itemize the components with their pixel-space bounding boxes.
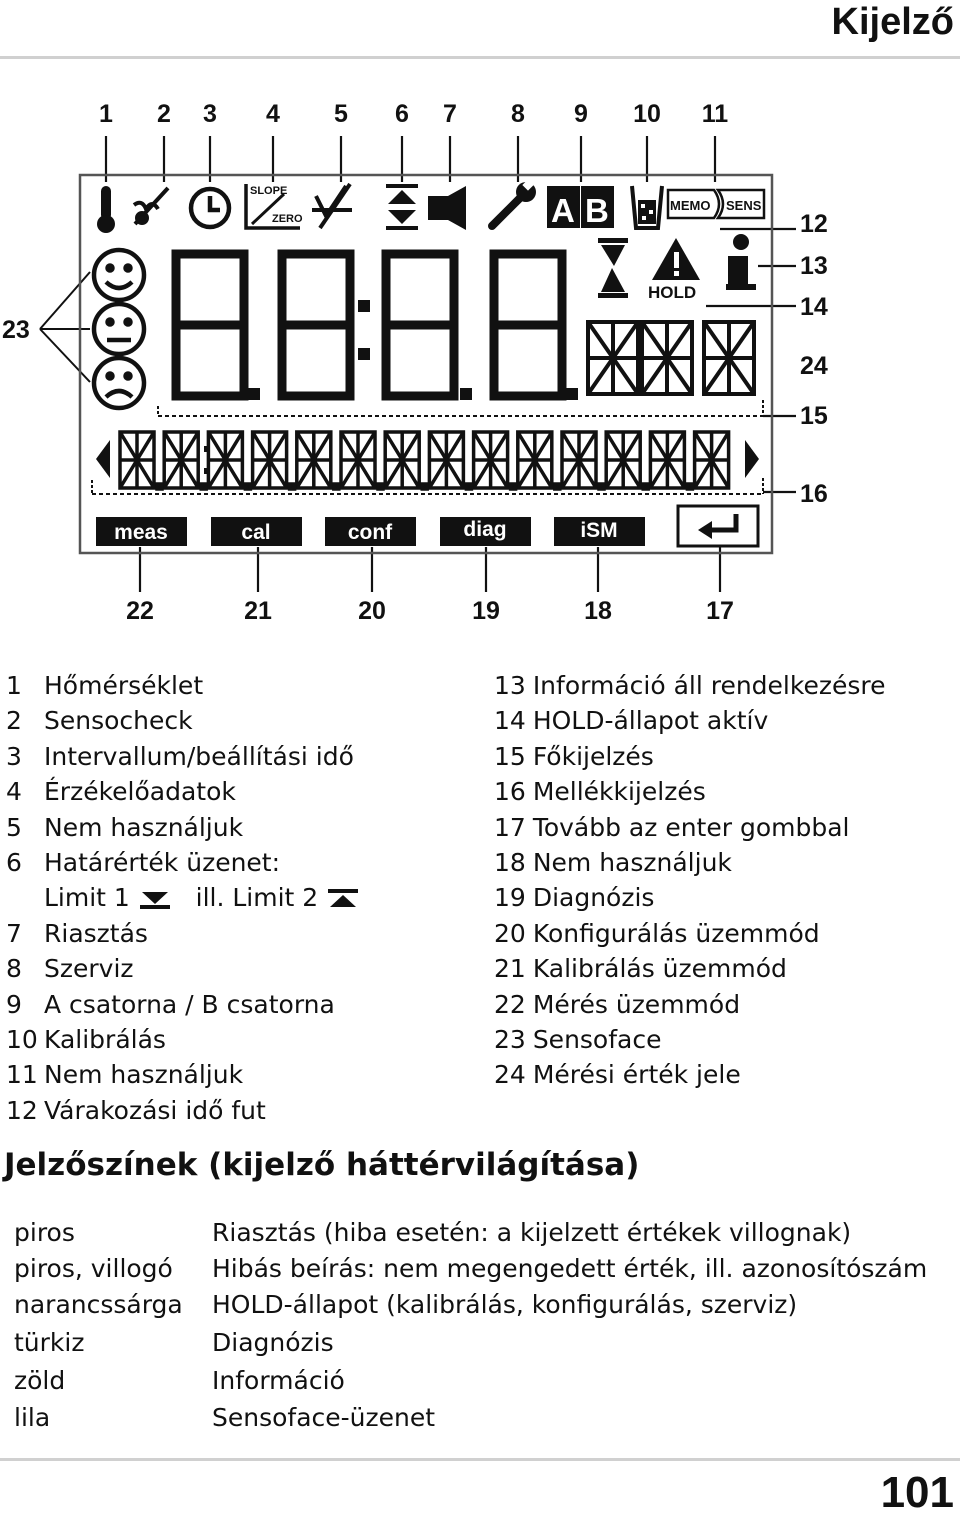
legend-text: Szerviz <box>44 954 134 984</box>
legend-number: 14 <box>494 706 526 736</box>
legend-text: Főkijelzés <box>532 741 654 771</box>
callout-20: 20 <box>358 597 386 625</box>
secondary-char-8 <box>429 432 463 488</box>
legend-number: 16 <box>494 777 526 807</box>
svg-text:conf: conf <box>347 521 393 544</box>
legend-number: 6 <box>6 847 22 877</box>
svg-text:HOLD: HOLD <box>648 283 697 302</box>
legend-number: 3 <box>6 741 22 771</box>
secondary-char-9 <box>474 432 508 488</box>
signal-color-row <box>0 1399 960 1436</box>
callout-23: 23 <box>2 316 30 344</box>
legend-item <box>494 668 886 703</box>
legend-item <box>494 916 886 951</box>
main-digits <box>176 254 562 396</box>
legend-item <box>494 845 886 880</box>
limit-1-icon <box>138 883 172 912</box>
legend-number: 19 <box>494 883 526 913</box>
sensocheck-icon <box>134 188 168 224</box>
legend-number: 18 <box>494 847 526 877</box>
ism-button <box>554 517 645 546</box>
legend-text: Várakozási idő fut <box>44 1095 266 1125</box>
left-leader-lines <box>40 272 90 382</box>
legend-number: 8 <box>6 954 22 984</box>
secondary-char-6 <box>341 432 375 488</box>
legend-item <box>6 916 360 951</box>
legend-text: Határérték üzenet: <box>44 847 281 877</box>
legend-item <box>6 1022 360 1057</box>
legend-number: 20 <box>494 918 526 948</box>
main-digit-4 <box>494 254 562 396</box>
legend-item <box>494 739 886 774</box>
legend-item <box>494 880 886 915</box>
legend-item <box>494 703 886 738</box>
callout-5: 5 <box>334 100 348 128</box>
secondary-char-12 <box>606 432 640 488</box>
svg-text:SENS: SENS <box>726 198 762 213</box>
legend-left-list <box>6 668 360 1128</box>
secondary-char-3 <box>208 432 242 488</box>
legend-number: 2 <box>6 706 22 736</box>
color-name: piros <box>14 1218 75 1247</box>
signal-color-row <box>0 1214 960 1251</box>
callout-24: 24 <box>800 352 828 380</box>
legend-text: Kalibrálás <box>44 1024 166 1054</box>
alarm-icon <box>428 186 466 230</box>
callout-13: 13 <box>800 252 828 280</box>
legend-text: Sensoface <box>532 1024 662 1054</box>
callout-11: 11 <box>701 100 729 128</box>
signal-color-row <box>0 1362 960 1399</box>
legend-number: 5 <box>6 812 22 842</box>
legend-text: ill. Limit 2 <box>195 883 319 913</box>
legend-text: Riasztás <box>44 918 148 948</box>
unit-char-1 <box>588 322 638 394</box>
svg-text:ZERO: ZERO <box>272 213 303 225</box>
legend-text: A csatorna / B csatorna <box>44 989 335 1019</box>
legend-item <box>6 703 360 738</box>
legend-number: 13 <box>494 671 526 700</box>
signal-color-row <box>0 1324 960 1361</box>
memo-sens-icon <box>668 190 764 218</box>
sensoface-icons <box>94 250 144 408</box>
callout-22: 22 <box>126 597 154 625</box>
svg-text:A: A <box>551 192 575 229</box>
enter-button <box>678 506 758 546</box>
right-arrow-icon <box>745 440 759 478</box>
signal-color-row <box>0 1286 960 1323</box>
main-digit-2 <box>282 254 350 396</box>
secondary-char-4 <box>253 432 287 488</box>
color-meaning: Riasztás (hiba esetén: a kijelzett értékek villognak) <box>212 1218 852 1247</box>
callout-7: 7 <box>443 100 457 128</box>
secondary-characters <box>120 432 729 489</box>
lcd-display-diagram <box>0 0 960 640</box>
callout-4: 4 <box>266 100 280 128</box>
secondary-char-14 <box>695 432 729 488</box>
secondary-char-10 <box>518 432 552 488</box>
main-separators <box>248 300 578 400</box>
callout-3: 3 <box>203 100 217 128</box>
color-name: türkiz <box>14 1328 85 1357</box>
legend-text: Nem használjuk <box>44 812 244 842</box>
color-name: zöld <box>14 1366 66 1395</box>
signal-color-row <box>0 1250 960 1287</box>
callout-17: 17 <box>706 597 734 625</box>
callout-1: 1 <box>99 100 113 128</box>
legend-text: Konfigurálás üzemmód <box>532 918 820 948</box>
hourglass-icon <box>598 238 628 298</box>
legend-number: 1 <box>6 671 22 700</box>
svg-text:iSM: iSM <box>580 519 618 542</box>
thermometer-icon <box>97 186 115 233</box>
color-name: narancssárga <box>14 1290 183 1319</box>
callout-9: 9 <box>574 100 588 128</box>
legend-text: HOLD-állapot aktív <box>532 706 769 736</box>
legend-item <box>6 774 360 809</box>
legend-text: Tovább az enter gombbal <box>532 812 850 842</box>
secondary-char-13 <box>650 432 684 488</box>
legend-text: Sensocheck <box>44 706 193 736</box>
legend-text: Kalibrálás üzemmód <box>532 954 787 984</box>
diag-button <box>440 517 531 546</box>
legend-text: Nem használjuk <box>44 1060 244 1090</box>
secondary-char-5 <box>297 432 331 488</box>
mode-buttons <box>96 506 758 546</box>
channel-ab-icon <box>547 186 614 229</box>
callout-2: 2 <box>157 100 171 128</box>
calibration-beaker-icon <box>632 186 662 228</box>
callout-12: 12 <box>800 210 828 238</box>
callout-6: 6 <box>395 100 409 128</box>
legend-number: 15 <box>494 741 526 771</box>
callout-14: 14 <box>800 293 828 321</box>
happy-face-icon <box>94 250 144 300</box>
neutral-face-icon <box>94 304 144 354</box>
legend-text: Intervallum/beállítási idő <box>44 741 354 771</box>
legend-item <box>494 810 886 845</box>
left-arrow-icon <box>96 440 110 478</box>
callout-15: 15 <box>800 402 828 430</box>
unit-characters <box>588 322 754 394</box>
sensor-data-icon <box>246 184 303 228</box>
legend-text: Diagnózis <box>532 883 655 913</box>
legend-text: Mellékkijelzés <box>532 777 706 807</box>
limit-arrows-icon <box>386 184 418 230</box>
legend-item <box>494 1057 886 1092</box>
legend-number: 17 <box>494 812 526 842</box>
legend-item <box>6 810 360 845</box>
limit-2-icon <box>326 883 360 912</box>
svg-text:MEMO: MEMO <box>670 198 711 213</box>
legend-item <box>494 1022 886 1057</box>
color-meaning: Diagnózis <box>212 1328 334 1357</box>
legend-text: Mérési érték jele <box>532 1060 741 1090</box>
legend-number: 10 <box>6 1024 38 1054</box>
svg-text:B: B <box>585 192 609 229</box>
legend-number: 9 <box>6 989 22 1019</box>
color-meaning: Hibás beírás: nem megengedett érték, ill. azonosítószám <box>212 1254 928 1283</box>
callout-16: 16 <box>800 480 828 508</box>
legend-right-list <box>494 668 886 1093</box>
unit-char-2 <box>642 322 692 394</box>
meas-button <box>96 517 187 546</box>
legend-item <box>6 1093 360 1128</box>
callout-19: 19 <box>472 597 500 625</box>
legend-number: 12 <box>6 1095 38 1125</box>
legend-item <box>6 951 360 986</box>
main-digit-1 <box>176 254 244 396</box>
secondary-char-1 <box>120 432 154 488</box>
legend-item <box>6 880 360 915</box>
legend-number: 11 <box>6 1060 38 1090</box>
wrench-icon <box>492 179 536 226</box>
svg-text:cal: cal <box>241 521 271 544</box>
legend-item <box>6 668 360 703</box>
legend-text: Információ áll rendelkezésre <box>532 671 886 700</box>
hold-warning-icon <box>648 238 700 302</box>
not-used-icon <box>312 184 352 228</box>
callout-21: 21 <box>244 597 272 625</box>
color-meaning: HOLD-állapot (kalibrálás, konfigurálás, szerviz) <box>212 1290 798 1319</box>
legend-text: Mérés üzemmód <box>532 989 741 1019</box>
legend-text: Hőmérséklet <box>44 671 204 700</box>
callout-18: 18 <box>584 597 612 625</box>
svg-text:SLOPE: SLOPE <box>250 185 288 197</box>
legend-number: 22 <box>494 989 526 1019</box>
color-meaning: Sensoface-üzenet <box>212 1403 436 1432</box>
enter-icon <box>698 521 712 539</box>
secondary-char-7 <box>385 432 419 488</box>
legend-text: Érzékelőadatok <box>44 777 236 807</box>
signal-colors-title: Jelzőszínek (kijelző háttérvilágítása) <box>4 1147 640 1183</box>
secondary-char-2 <box>164 432 198 488</box>
legend-number: 21 <box>494 954 526 984</box>
legend-item <box>6 987 360 1022</box>
legend-item <box>6 1057 360 1092</box>
page-title: Kijelző <box>831 1 954 43</box>
svg-text:diag: diag <box>463 518 507 541</box>
legend-text: Limit 1 <box>44 883 130 913</box>
clock-icon <box>191 189 229 227</box>
legend-item <box>6 739 360 774</box>
color-name: piros, villogó <box>14 1254 173 1283</box>
legend-item <box>6 845 360 880</box>
color-name: lila <box>14 1403 51 1432</box>
secondary-char-11 <box>562 432 596 488</box>
color-meaning: Információ <box>212 1366 345 1395</box>
svg-text:meas: meas <box>114 521 168 544</box>
legend-text: Nem használjuk <box>532 847 732 877</box>
legend-number: 24 <box>494 1060 526 1090</box>
conf-button <box>325 517 416 546</box>
legend-item <box>494 774 886 809</box>
info-icon <box>726 234 756 290</box>
legend-number: 4 <box>6 777 22 807</box>
callout-8: 8 <box>511 100 525 128</box>
legend-number: 7 <box>6 918 22 948</box>
footer-rule <box>0 1458 960 1461</box>
callout-10: 10 <box>633 100 661 128</box>
page-number: 101 <box>880 1468 954 1517</box>
unit-char-3 <box>704 322 754 394</box>
cal-button <box>211 517 302 546</box>
legend-item <box>494 987 886 1022</box>
legend-item <box>494 951 886 986</box>
legend-number: 23 <box>494 1024 526 1054</box>
sad-face-icon <box>94 358 144 408</box>
main-digit-3 <box>386 254 454 396</box>
